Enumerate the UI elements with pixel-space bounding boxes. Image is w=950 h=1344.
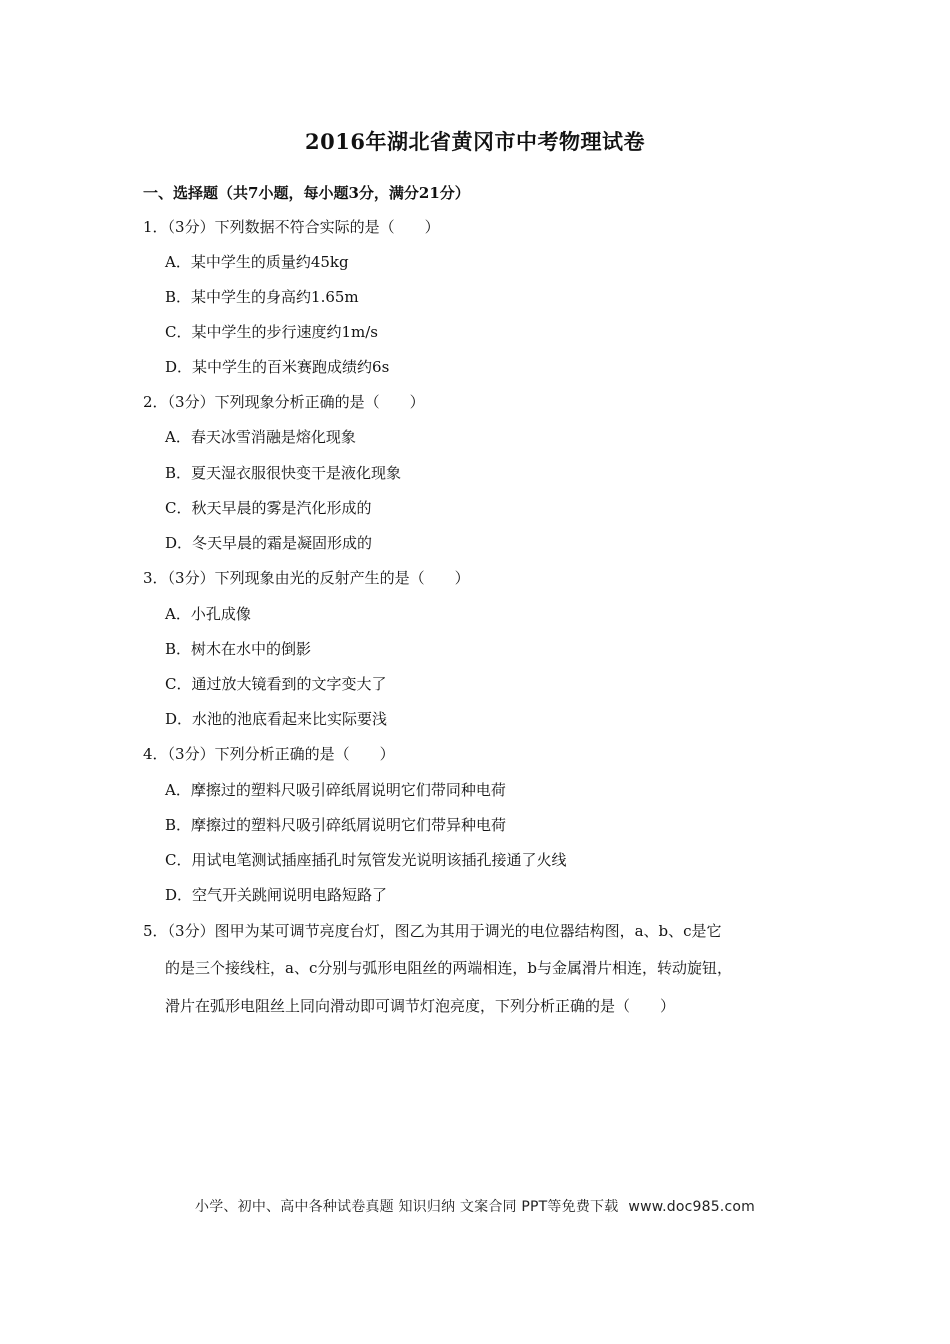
question-2-option-a: A．春天冰雪消融是熔化现象 [165,428,356,446]
question-1-stem: 1．（3分）下列数据不符合实际的是（ ） [143,218,440,236]
question-2-option-b: B．夏天湿衣服很快变干是液化现象 [165,464,402,482]
question-3-stem: 3．（3分）下列现象由光的反射产生的是（ ） [143,569,470,587]
question-5-stem: 5．（3分）图甲为某可调节亮度台灯，图乙为其用于调光的电位器结构图，a、b、c是它 [143,922,722,940]
question-2-option-c: C．秋天早晨的雾是汽化形成的 [165,499,372,517]
question-3-option-c: C．通过放大镜看到的文字变大了 [165,675,387,693]
question-3-option-a: A．小孔成像 [165,605,251,623]
question-4-option-a: A．摩擦过的塑料尺吸引碎纸屑说明它们带同种电荷 [165,781,506,799]
question-3-option-d: D．水池的池底看起来比实际要浅 [165,710,388,728]
question-4-stem: 4．（3分）下列分析正确的是（ ） [143,745,395,763]
question-4-option-d: D．空气开关跳闸说明电路短路了 [165,886,388,904]
question-4-option-c: C．用试电笔测试插座插孔时氖管发光说明该插孔接通了火线 [165,851,567,869]
page-title: 2016年湖北省黄冈市中考物理试卷 [305,129,645,154]
question-1-option-b: B．某中学生的身高约1.65m [165,288,359,306]
question-5-continuation: 的是三个接线柱，a、c分别与弧形电阻丝的两端相连，b与金属滑片相连，转动旋钮， [165,959,732,977]
question-1-option-d: D．某中学生的百米赛跑成绩约6s [165,358,390,376]
question-4-option-b: B．摩擦过的塑料尺吸引碎纸屑说明它们带异种电荷 [165,816,507,834]
footer-text: 小学、初中、高中各种试卷真题 知识归纳 文案合同 PPT等免费下载 [195,1199,619,1215]
question-2-option-d: D．冬天早晨的霜是凝固形成的 [165,534,373,552]
question-1-option-a: A．某中学生的质量约45kg [165,253,349,271]
footer-url[interactable]: www.doc985.com [628,1199,755,1215]
section-heading: 一、选择题（共7小题，每小题3分，满分21分） [143,184,470,202]
question-2-stem: 2．（3分）下列现象分析正确的是（ ） [143,393,425,411]
question-1-option-c: C．某中学生的步行速度约1m/s [165,323,378,341]
question-3-option-b: B．树木在水中的倒影 [165,640,312,658]
question-5-continuation: 滑片在弧形电阻丝上同向滑动即可调节灯泡亮度，下列分析正确的是（ ） [165,997,676,1015]
page-footer [0,1196,950,1216]
